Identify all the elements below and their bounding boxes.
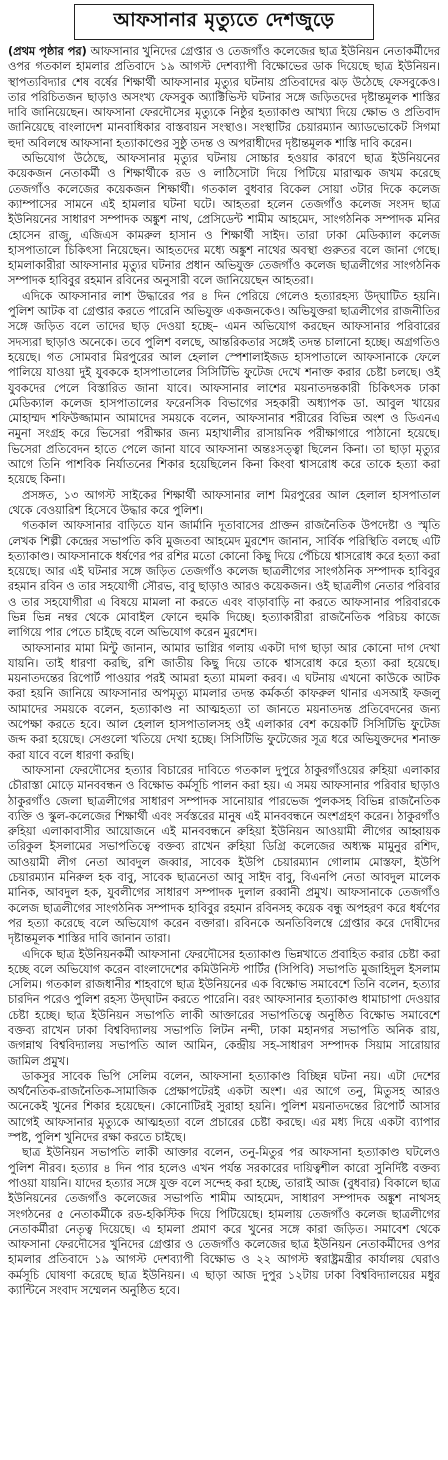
- continuation-note: (প্রথম পৃষ্ঠার পর): [8, 45, 87, 58]
- headline: [74, 4, 374, 40]
- article-paragraph: আফসানার মামা মিন্টু জানান, আমার ভাগ্নির গলায় একটা দাগ ছাড়া আর কোনো দাগ দেখা যায়নি। তাই ধারণা করছি, রশি জাতীয় কিছু দিয়ে তাকে শ্বাসরোধ করে হত্যা করা হয়েছে। ময়নাতদন্তের রিপোর্ট পাওয়ার পরই আমরা হত্যা মামলা করব। এ ঘটনায় এখনো কাউকে আটক করা হয়নি জানিয়ে আফসানার অপমৃত্যু মামলার তদন্ত কর্মকর্তা কাফরুল থানার এসআই ফজলু আমাদের সময়কে বলেন, হত্যাকাণ্ড না আত্মহত্যা তা জানতে ময়নাতদন্ত প্রতিবেদনের জন্য অপেক্ষা করতে হবে। আল হেলাল হাসপাতালসহ ওই এলাকার বেশ কয়েকটি সিসিটিভি ফুটেজ জব্দ করা হয়েছে। সেগুলো খতিয়ে দেখা হচ্ছে। সিসিটিভি ফুটেজের সূত্র ধরে অভিযুক্তদের শনাক্ত করা যাবে বলে ধারণা করছি।: [8, 641, 440, 762]
- paragraph-text: আফসানার খুনিদের গ্রেপ্তার ও তেজগাঁও কলেজের ছাত্র ইউনিয়ন নেতাকর্মীদের ওপর গতকাল হামলার প্রতিবাদে ১৯ আগস্ট দেশব্যাপী বিক্ষোভের ডাক দিয়েছে ছাত্র ইউনিয়ন। স্থাপত্যবিদ্যার শেষ বর্ষের শিক্ষার্থী আফসানার মৃত্যুর ঘটনায় প্রতিবাদের ঝড় উঠেছে ফেসবুকেও। তার পরিচিতজন ছাড়াও অসংখ্য ফেসবুক অ্যাক্টিভিস্ট ঘটনার সঙ্গে জড়িতদের দৃষ্টান্তমূলক শাস্তির দাবি জানিয়েছেন। আফসানা ফেরদৌসের মৃত্যুকে নিষ্ঠুর হত্যাকাণ্ড আখ্যা দিয়ে ক্ষোভ ও প্রতিবাদ জানিয়েছে বাংলাদেশ মানবাধিকার বাস্তবায়ন সংস্থাও। সংস্থাটির চেয়ারম্যান অ্যাডভোকেট সিগমা হুদা অবিলম্বে আফসানা হত্যাকাণ্ডের সুষ্ঠু তদন্ত ও অপরাধীদের দৃষ্টান্তমূলক শাস্তি দাবি করেন।: [8, 45, 440, 150]
- article-paragraph: প্রসঙ্গত, ১৩ আগস্ট সাইকের শিক্ষার্থী আফসানার লাশ মিরপুরের আল হেলাল হাসপাতাল থেকে বেওয়ারিশ হিসেবে উদ্ধার করে পুলিশ।: [8, 488, 440, 517]
- article-body: [8, 44, 440, 1298]
- article-paragraph: এদিকে আফসানার লাশ উদ্ধারের পর ৪ দিন পেরিয়ে গেলেও হত্যারহস্য উদ্‌ঘাটিত হয়নি। পুলিশ আটক বা গ্রেপ্তার করতে পারেনি অভিযুক্ত একজনকেও। অভিযুক্তরা ছাত্রলীগের রাজনীতির সঙ্গে জড়িত বলে তাদের ছাড় দেওয়া হচ্ছে– এমন অভিযোগ করছেন আফসানার পরিবারের সদস্যরা ছাড়াও অনেকে। তবে পুলিশ বলছে, আন্তরিকতার সঙ্গেই তদন্ত চালানো হচ্ছে। অগ্রগতিও হয়েছে। গত সোমবার মিরপুরের আল হেলাল স্পেশালাইজড হাসপাতালে আফসানাকে ফেলে পালিয়ে যাওয়া দুই যুবককে হাসপাতালের সিসিটিভি ফুটেজ দেখে শনাক্ত করার চেষ্টা চলছে। ওই যুবকদের পেলে বিস্তারিত জানা যাবে। আফসানার লাশের ময়নাতদন্তকারী চিকিৎসক ঢাকা মেডিক্যাল কলেজ হাসপাতালের ফরেনসিক বিভাগের সহকারী অধ্যাপক ডা. আবুল খায়ের মোহাম্মদ শফিউজ্জামান আমাদের সময়কে বলেন, আফসানার শরীরের বিভিন্ন অংশ ও ডিএনএ নমুনা সংগ্রহ করে ভিসেরা পরীক্ষার জন্য মহাখালীর রাসায়নিক পরীক্ষাগারে পাঠানো হয়েছে। ভিসেরা প্রতিবেদন হাতে পেলে জানা যাবে আফসানা অন্তঃসত্ত্বা ছিলেন কিনা। তা ছাড়া মৃত্যুর আগে তিনি পাশবিক নির্যাতনের শিকার হয়েছিলেন কিনা কিংবা শ্বাসরোধ করে তাকে হত্যা করা হয়েছে কিনা।: [8, 289, 440, 487]
- article-paragraph: ছাত্র ইউনিয়ন সভাপতি লাকী আক্তার বলেন, তনু-মিতুর পর আফসানা হত্যাকাণ্ড ঘটলেও পুলিশ নীরব। হত্যার ৪ দিন পার হলেও এখন পর্যন্ত সরকারের দায়িত্বশীল কারো সুনির্দিষ্ট বক্তব্য পাওয়া যায়নি। যাদের হত্যার সঙ্গে যুক্ত বলে সন্দেহ করা হচ্ছে, তারাই আজ (বুধবার) বিকালে ছাত্র ইউনিয়নের তেজগাঁও কলেজের সভাপতি শামীম আহমেদ, সাধারণ সম্পাদক অঙ্কুশ নাথসহ সংগঠনের ৫ নেতাকর্মীকে রড-হকিস্টিক দিয়ে পিটিয়েছে। হামলায় তেজগাঁও কলেজ ছাত্রলীগের নেতাকর্মীরা নেতৃত্ব দিয়েছে। এ হামলা প্রমাণ করে খুনের সঙ্গে কারা জড়িত। সমাবেশ থেকে আফসানা ফেরদৌসের খুনিদের গ্রেপ্তার ও তেজগাঁও কলেজের ছাত্র ইউনিয়ন নেতাকর্মীদের ওপর হামলার প্রতিবাদে ১৯ আগস্ট দেশব্যাপী বিক্ষোভ ও ২২ আগস্ট স্বরাষ্ট্রমন্ত্রীর কার্যালয় ঘেরাও কর্মসূচি ঘোষণা করেছে ছাত্র ইউনিয়ন। এ ছাড়া আজ দুপুর ১২টায় ঢাকা বিশ্ববিদ্যালয়ের মধুর ক্যান্টিনে সংবাদ সম্মেলন অনুষ্ঠিত হবে।: [8, 1146, 440, 1298]
- article-paragraph: গতকাল আফসানার বাড়িতে যান জার্মানি দূতাবাসের প্রাক্তন রাজনৈতিক উপদেষ্টা ও স্মৃতি লেখক শিল্পী কেন্দ্রের সভাপতি কবি মুজতবা আহমেদ মুরশেদ জানান, সার্বিক পরিস্থিতি বলছে এটি হত্যাকাণ্ড। আফসানাকে ধর্ষণের পর রশির মতো কোনো কিছু দিয়ে পেঁচিয়ে শ্বাসরোধ করে হত্যা করা হয়েছে। আর এই ঘটনার সঙ্গে জড়িত তেজগাঁও কলেজ ছাত্রলীগের সাংগঠনিক সম্পাদক হাবিবুর রহমান রবিন ও তার সহযোগী সৌরভ, বাবু ছাড়াও আরও কয়েকজন। ওই ছাত্রলীগ নেতার পরিবার ও তার সহযোগীরা এ বিষয়ে মামলা না করতে এবং বাড়াবাড়ি না করতে আফসানার পরিবারকে ভিন্ন ভিন্ন নম্বর থেকে মোবাইল ফোনে হুমকি দিচ্ছে। হত্যাকারীরা রাজনৈতিক পরিচয় কাজে লাগিয়ে পার পেতে চাইছে বলে অভিযোগ করেন মুরশেদ।: [8, 519, 441, 640]
- article-paragraph: এদিকে ছাত্র ইউনিয়নকর্মী আফসানা ফেরদৌসের হত্যাকাণ্ড ভিন্নখাতে প্রবাহিত করার চেষ্টা করা হচ্ছে বলে অভিযোগ করেন বাংলাদেশের কমিউনিস্ট পার্টির (সিপিবি) সভাপতি মুজাহিদুল ইসলাম সেলিম। গতকাল রাজধানীর শাহবাগে ছাত্র ইউনিয়নের এক বিক্ষোভ সমাবেশে তিনি বলেন, হত্যার চারদিন পরেও পুলিশ রহস্য উদ্‌ঘাটন করতে পারেনি। বরং আফসানার হত্যাকাণ্ড ধামাচাপা দেওয়ার চেষ্টা হচ্ছে। ছাত্র ইউনিয়ন সভাপতি লাকী আক্তারের সভাপতিত্বে অনুষ্ঠিত বিক্ষোভ সমাবেশে বক্তব্য রাখেন ঢাকা বিশ্ববিদ্যালয় সভাপতি লিটন নন্দী, ঢাকা মহানগর সভাপতি অনিক রায়, জগন্নাথ বিশ্ববিদ্যালয় সভাপতি আল আমিন, কেন্দ্রীয় সহ-সাধারণ সম্পাদক সিয়াম সারোয়ার জামিল প্রমুখ।: [8, 947, 440, 1068]
- article-paragraph: অভিযোগ উঠেছে, আফসানার মৃত্যুর ঘটনায় সোচ্চার হওয়ার কারণে ছাত্র ইউনিয়নের কয়েকজন নেতাকর্মী ও শিক্ষার্থীকে রড ও লাঠিসোটা দিয়ে পিটিয়ে মারাত্মক জখম করেছে তেজগাঁও কলেজের কয়েকজন শিক্ষার্থী। গতকাল বুধবার বিকেল সোয়া ৩টার দিকে কলেজ ক্যাম্পাসের সামনে এই হামলার ঘটনা ঘটে। আহতরা হলেন তেজগাঁও কলেজ সংসদ ছাত্র ইউনিয়নের সাধারণ সম্পাদক অঙ্কুশ নাথ, প্রেসিডেন্ট শামীম আহমেদ, সাংগঠনিক সম্পাদক মনির হোসেন রাজু, এজিএস কামরুল হাসান ও শিক্ষার্থী সাইদ। তারা ঢাকা মেডিক্যাল কলেজ হাসপাতালে চিকিৎসা নিয়েছেন। আহতদের মধ্যে অঙ্কুশ নাথের অবস্থা গুরুতর বলে জানা গেছে। হামলাকারীরা আফসানার মৃত্যুর ঘটনার প্রধান অভিযুক্ত তেজগাঁও কলেজ ছাত্রলীগের সাংগঠনিক সম্পাদক হাবিবুর রহমান রবিনের অনুসারী বলে জানিয়েছেন আহতরা।: [8, 152, 440, 288]
- headline-text: আফসানার মৃত্যুতে দেশজুড়ে: [113, 9, 335, 31]
- article-paragraph: ডাকসুর সাবেক ভিপি সেলিম বলেন, আফসানা হত্যাকাণ্ড বিচ্ছিন্ন ঘটনা নয়। এটা দেশের অর্থনৈতিক-রাজনৈতিক-সামাজিক প্রেক্ষাপটেরই একটা অংশ। এর আগে তনু, মিতুসহ আরও অনেকেই খুনের শিকার হয়েছেন। কোনোটিরই সুরাহা হয়নি। পুলিশ ময়নাতদন্তের রিপোর্ট আসার আগেই আফসানার মৃত্যুকে আত্মহত্যা বলে প্রচারের চেষ্টা করছে। এর মধ্য দিয়ে একটা ব্যাপার স্পষ্ট, পুলিশ খুনিদের রক্ষা করতে চাইছে।: [8, 1069, 440, 1145]
- article-paragraph: আফসানা ফেরদৌসের হত্যার বিচারের দাবিতে গতকাল দুপুরে ঠাকুরগাঁওয়ের রুহিয়া এলাকার চৌরাস্তা মোড়ে মানববন্ধন ও বিক্ষোভ কর্মসূচি পালন করা হয়। এ সময় আফসানার পরিবার ছাড়াও ঠাকুরগাঁও জেলা ছাত্রলীগের সাধারণ সম্পাদক সানোয়ার পারভেজ পুলকসহ বিভিন্ন রাজনৈতিক ব্যক্তি ও স্কুল-কলেজের শিক্ষার্থী এবং সর্বস্তরের মানুষ এই মানববন্ধনে অংশগ্রহণ করেন। ঠাকুরগাঁও রুহিয়া এলাকাবাসীর আয়োজনে এই মানববন্ধনে রুহিয়া ইউনিয়ন আওয়ামী লীগের আহ্বায়ক তরিকুল ইসলামের সভাপতিত্বে বক্তব্য রাখেন রুহিয়া ডিগ্রি কলেজের অধ্যক্ষ মামুনুর রশিদ, আওয়ামী লীগ নেতা আবদুল জব্বার, সাবেক ইউপি চেয়ারম্যান গোলাম মোস্তফা, ইউপি চেয়ারম্যান মনিরুল হক বাবু, সাবেক ছাত্রনেতা আবু সাইদ বাবু, বিএনপি নেতা আবদুল মালেক মানিক, আবদুল হক, যুবলীগের সাধারণ সম্পাদক দুলাল রব্বানী প্রমুখ। আফসানাকে তেজগাঁও কলেজ ছাত্রলীগের সাংগঠনিক সম্পাদক হাবিবুর রহমান রবিনসহ কয়েক বন্ধু অপহরণ করে ধর্ষণের পর হত্যা করেছে বলে অভিযোগ করেন বক্তারা। রবিনকে অনতিবিলম্বে গ্রেপ্তার করে দোষীদের দৃষ্টান্তমূলক শাস্তির দাবি জানান তারা।: [8, 763, 440, 946]
- article-paragraph: [8, 44, 440, 151]
